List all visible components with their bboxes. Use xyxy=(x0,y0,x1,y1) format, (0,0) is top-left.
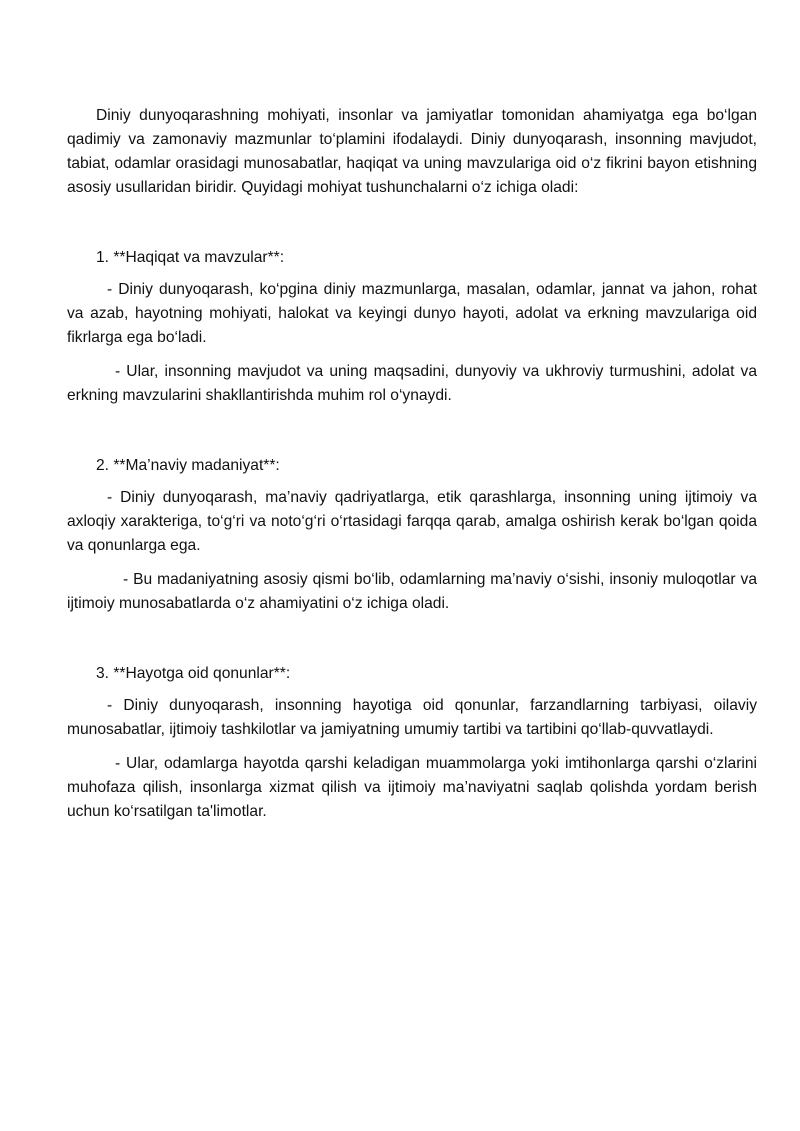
section-heading: 3. **Hayotga oid qonunlar**: xyxy=(96,665,291,682)
section-point: - Bu madaniyatning asosiy qismi bo‘lib, odamlarning ma’naviy o‘sishi, insoniy muloqotlar va ijtimoiy munosabatlarda o‘z ahamiyatini o‘z ichiga oladi. xyxy=(67,571,757,612)
section-point: - Diniy dunyoqarash, insonning hayotiga oid qonunlar, farzandlarning tarbiyasi, oilaviy munosabatlar, ijtimoiy tashkilotlar va jamiyatning umumiy tartibi va tartibini qo‘llab-quvvatlaydi. xyxy=(67,697,757,738)
section-heading: 2. **Ma’naviy madaniyat**: xyxy=(96,457,280,474)
section-haqiqat xyxy=(67,246,757,408)
intro-paragraph: Diniy dunyoqarashning mohiyati, insonlar va jamiyatlar tomonidan ahamiyatga ega bo‘lgan qadimiy va zamonaviy mazmunlar to‘plamini ifodalaydi. Diniy dunyoqarash, insonning mavjudot, tabiat, odamlar orasidagi munosabatlar, haqiqat va uning mavzulariga oid o‘z fikrini bayon etishning asosiy usullaridan biridir. Quyidagi mohiyat tushunchalarni o‘z ichiga oladi: xyxy=(67,107,757,196)
section-point: - Ular, odamlarga hayotda qarshi keladigan muammolarga yoki imtihonlarga qarshi o‘zlarini muhofaza qilish, insonlarga xizmat qilish va ijtimoiy ma’naviyatni saqlab qolishda yordam berish uchun ko‘rsatilgan ta'limotlar. xyxy=(67,755,757,820)
section-hayotga-oid-qonunlar xyxy=(67,662,757,824)
section-point: - Ular, insonning mavjudot va uning maqsadini, dunyoviy va ukhroviy turmushini, adolat va erkning mavzularini shakllantirishda muhim rol o‘ynaydi. xyxy=(67,363,757,404)
document-page xyxy=(67,104,757,824)
section-point: - Diniy dunyoqarash, ko‘pgina diniy mazmunlarga, masalan, odamlar, jannat va jahon, rohat va azab, hayotning mohiyati, halokat va keyingi dunyo hayoti, adolat va erkning mavzulariga oid fikrlarga ega bo‘ladi. xyxy=(67,281,757,346)
section-heading: 1. **Haqiqat va mavzular**: xyxy=(96,249,285,266)
section-manaviy-madaniyat xyxy=(67,454,757,616)
section-point: - Diniy dunyoqarash, ma’naviy qadriyatlarga, etik qarashlarga, insonning uning ijtimoiy va axloqiy xarakteriga, to‘g‘ri va noto‘g‘ri o‘rtasidagi farqqa qarab, amalga oshirish kerak bo‘lgan qoida va qonunlarga ega. xyxy=(67,489,757,554)
